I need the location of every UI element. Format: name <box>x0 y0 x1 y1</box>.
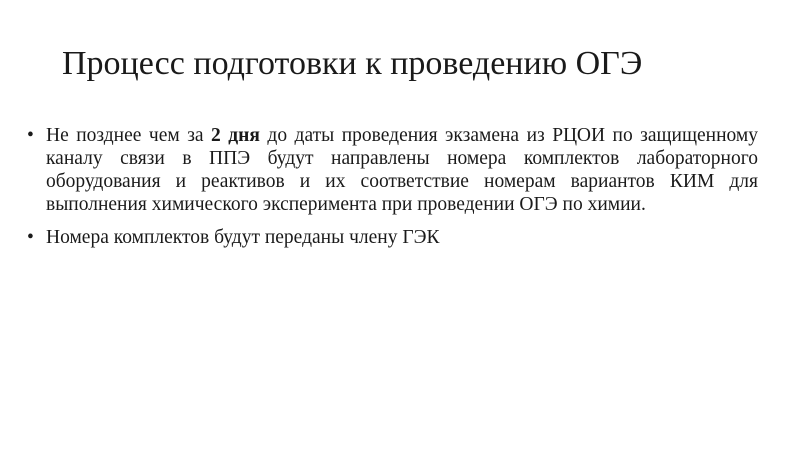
bullet-text: Номера комплектов будут переданы члену ГЭК <box>46 227 440 248</box>
bullet-dot-icon: • <box>27 125 34 146</box>
bullet-text-after: до даты проведения экзамена из РЦОИ по защищенному каналу связи в ППЭ будут направлены номера комплектов лабораторного оборудования и реактивов и их соответствие номерам вариантов КИМ для выполнения химического эксперимента при проведении ОГЭ по химии. <box>46 125 758 215</box>
bullet-item-deadline <box>27 124 758 216</box>
bullet-list <box>27 124 758 259</box>
bullet-dot-icon: • <box>27 227 34 248</box>
bullet-text-bold: 2 дня <box>211 125 260 146</box>
slide-title: Процесс подготовки к проведению ОГЭ <box>62 45 643 82</box>
bullet-text-before: Не позднее чем за <box>46 125 212 146</box>
bullet-item-gek <box>27 226 758 249</box>
